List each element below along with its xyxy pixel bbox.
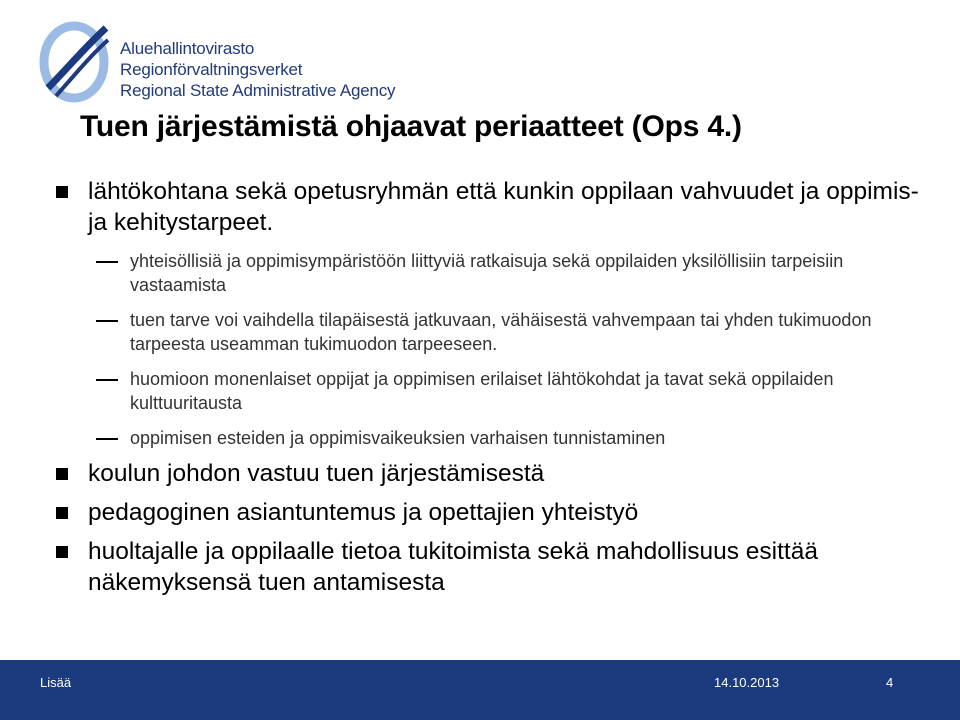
sub-bullet-text: tuen tarve voi vaihdella tilapäisestä jatkuvaan, vähäisestä vahvempaan tai yhden tukimuodon tarpeesta useamman tukimuodon tarpeeseen. bbox=[130, 310, 872, 354]
agency-logo bbox=[36, 18, 396, 108]
agency-name-fi: Aluehallintovirasto bbox=[120, 39, 255, 58]
footer-bar bbox=[0, 660, 960, 720]
sub-bullet-item bbox=[54, 249, 924, 297]
sub-bullet-item bbox=[54, 426, 924, 450]
dash-bullet-icon bbox=[96, 261, 118, 263]
agency-name-sv: Regionförvaltningsverket bbox=[120, 60, 303, 79]
page-number: 4 bbox=[886, 675, 894, 690]
agency-name bbox=[120, 38, 395, 101]
slide-title: Tuen järjestämistä ohjaavat periaatteet (Ops 4.) bbox=[80, 110, 742, 143]
sub-bullet-item bbox=[54, 367, 924, 415]
bullet-text: lähtökohtana sekä opetusryhmän että kunkin oppilaan vahvuudet ja oppimis- ja kehitystarpeet. bbox=[88, 178, 919, 236]
bullet-item bbox=[54, 497, 924, 528]
bullet-item bbox=[54, 176, 924, 238]
bullet-text: huoltajalle ja oppilaalle tietoa tukitoimista sekä mahdollisuus esittää näkemyksensä tuen antamisesta bbox=[88, 538, 818, 596]
footer-link[interactable]: Lisää bbox=[40, 675, 72, 690]
dash-bullet-icon bbox=[96, 438, 118, 440]
square-bullet-icon bbox=[56, 546, 68, 558]
square-bullet-icon bbox=[56, 507, 68, 519]
sub-bullet-text: huomioon monenlaiset oppijat ja oppimisen erilaiset lähtökohdat ja tavat sekä oppilaiden kulttuuritausta bbox=[130, 369, 834, 413]
bullet-item bbox=[54, 536, 924, 598]
bullet-text: pedagoginen asiantuntemus ja opettajien yhteistyö bbox=[88, 499, 639, 526]
bullet-item bbox=[54, 458, 924, 489]
sub-bullet-text: oppimisen esteiden ja oppimisvaikeuksien varhaisen tunnistaminen bbox=[130, 428, 666, 448]
square-bullet-icon bbox=[56, 186, 68, 198]
sub-bullet-item bbox=[54, 308, 924, 356]
agency-emblem-icon bbox=[36, 18, 116, 108]
agency-name-en: Regional State Administrative Agency bbox=[120, 81, 396, 100]
dash-bullet-icon bbox=[96, 320, 118, 322]
dash-bullet-icon bbox=[96, 379, 118, 381]
square-bullet-icon bbox=[56, 468, 68, 480]
sub-bullet-text: yhteisöllisiä ja oppimisympäristöön liittyviä ratkaisuja sekä oppilaiden yksilöllisiin tarpeisiin vastaamista bbox=[130, 251, 844, 295]
footer-date: 14.10.2013 bbox=[714, 675, 780, 690]
bullet-text: koulun johdon vastuu tuen järjestämisestä bbox=[88, 460, 545, 487]
slide-content bbox=[54, 176, 924, 598]
